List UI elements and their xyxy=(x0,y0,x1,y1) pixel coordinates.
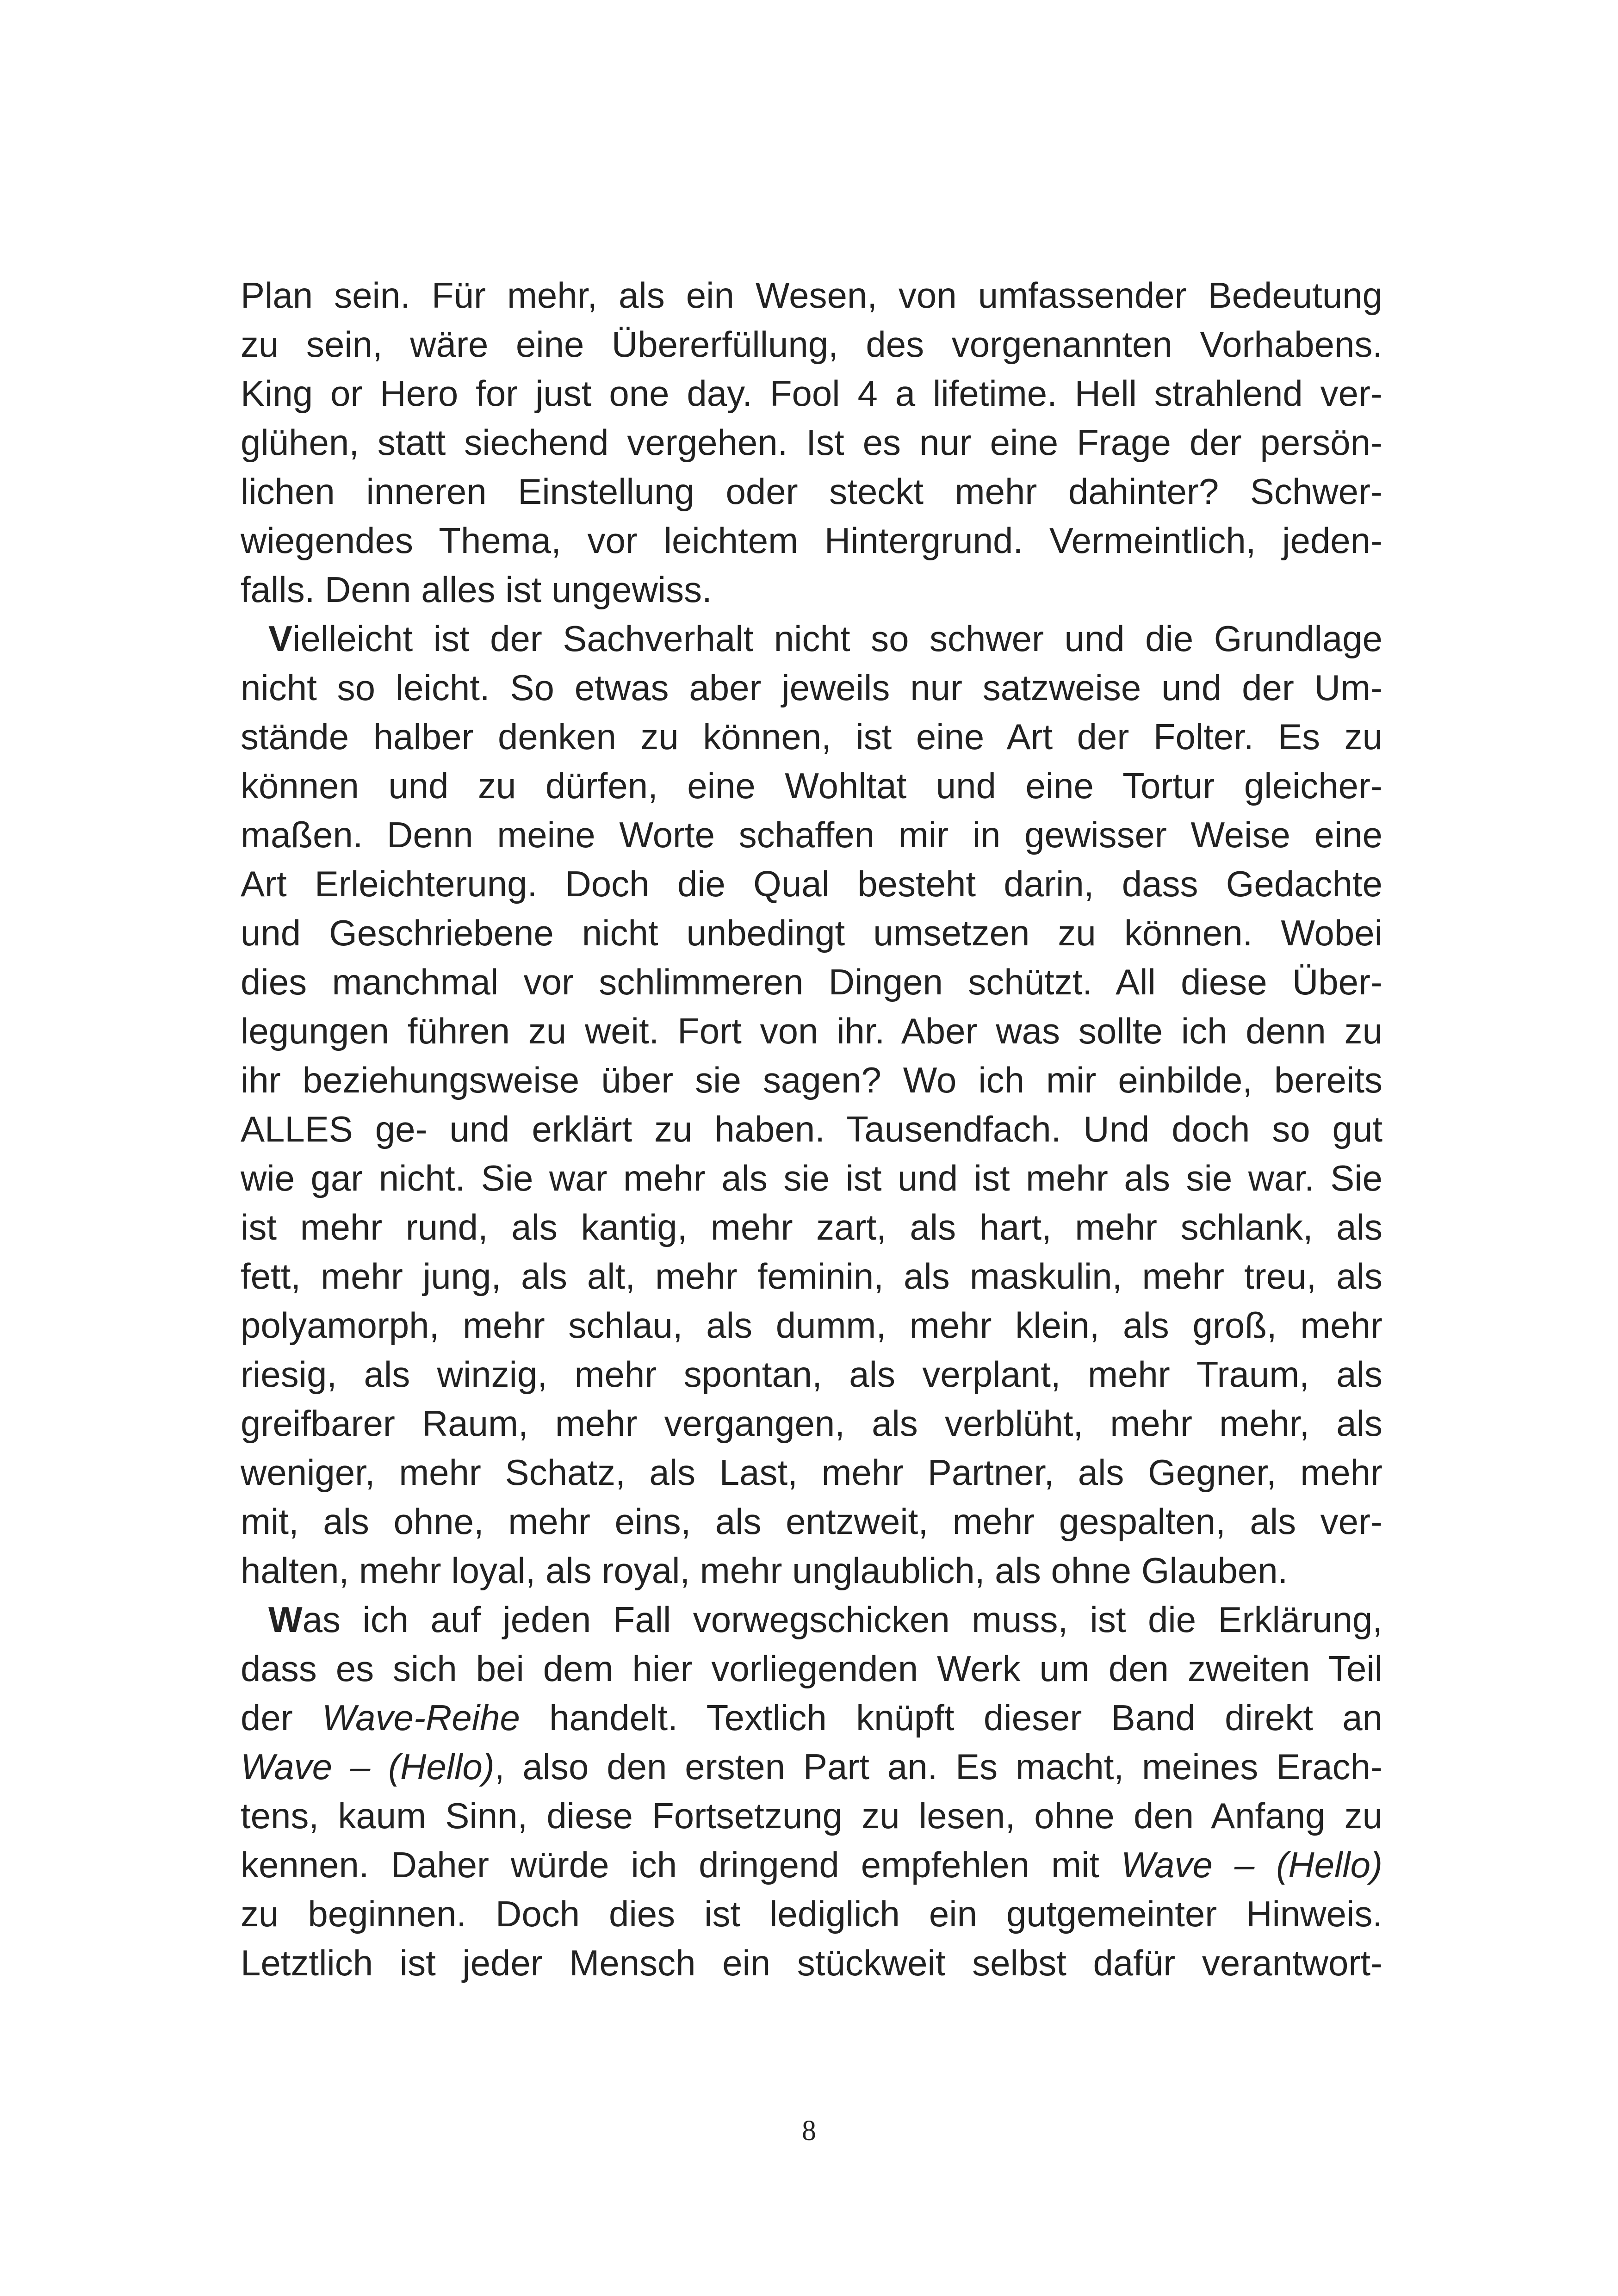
text-line: dass es sich bei dem hier vorliegenden Werk um den zweiten Teil xyxy=(241,1648,1382,1689)
text-line: Letztlich ist jeder Mensch ein stückweit selbst dafür verantwort- xyxy=(241,1942,1382,1983)
text-line: polyamorph, mehr schlau, als dumm, mehr klein, als groß, mehr xyxy=(241,1305,1382,1346)
text-line: fett, mehr jung, als alt, mehr feminin, als maskulin, mehr treu, als xyxy=(241,1256,1382,1297)
text-run: der xyxy=(241,1697,322,1738)
text-line: Art Erleichterung. Doch die Qual besteht darin, dass Gedachte xyxy=(241,863,1382,904)
text-line: falls. Denn alles ist ungewiss. xyxy=(241,569,712,610)
text-line: ihr beziehungsweise über sie sagen? Wo ich mir einbilde, bereits xyxy=(241,1060,1382,1100)
text-line xyxy=(241,614,1382,663)
book-title: Wave – (Hello) xyxy=(1121,1844,1382,1885)
text-line xyxy=(241,1693,1382,1742)
text-line: dies manchmal vor schlimmeren Dingen schützt. All diese Über- xyxy=(241,962,1382,1002)
text-run: ielleicht ist der Sachverhalt nicht so schwer und die Grundlage xyxy=(292,618,1382,659)
paragraph-2 xyxy=(241,614,1382,1595)
text-line: ist mehr rund, als kantig, mehr zart, als hart, mehr schlank, als xyxy=(241,1207,1382,1247)
series-title: Wave-Reihe xyxy=(322,1697,520,1738)
text-run: , also den ersten Part an. Es macht, meines Erach- xyxy=(494,1746,1383,1787)
text-line xyxy=(241,1742,1382,1791)
text-line: glühen, statt siechend vergehen. Ist es nur eine Frage der persön- xyxy=(241,422,1382,463)
text-line: greifbarer Raum, mehr vergangen, als verblüht, mehr mehr, als xyxy=(241,1403,1382,1444)
book-title: Wave – (Hello) xyxy=(241,1746,495,1787)
text-run: kennen. Daher würde ich dringend empfehlen mit xyxy=(241,1844,1121,1885)
text-line xyxy=(241,1840,1382,1889)
paragraph-1 xyxy=(241,271,1382,614)
text-line: wiegendes Thema, vor leichtem Hintergrund. Vermeintlich, jeden- xyxy=(241,520,1382,561)
text-line: stände halber denken zu können, ist eine Art der Folter. Es zu xyxy=(241,716,1382,757)
page-number: 8 xyxy=(802,2115,816,2147)
body-text xyxy=(241,271,1382,1987)
text-line: ALLES ge- und erklärt zu haben. Tausendfach. Und doch so gut xyxy=(241,1109,1382,1149)
paragraph-3 xyxy=(241,1595,1382,1987)
text-line xyxy=(241,1595,1382,1644)
text-line: tens, kaum Sinn, diese Fortsetzung zu lesen, ohne den Anfang zu xyxy=(241,1795,1382,1836)
text-line: zu sein, wäre eine Übererfüllung, des vorgenannten Vorhabens. xyxy=(241,324,1382,365)
text-line: nicht so leicht. So etwas aber jeweils nur satzweise und der Um- xyxy=(241,667,1382,708)
text-line: King or Hero for just one day. Fool 4 a lifetime. Hell strahlend ver- xyxy=(241,373,1382,414)
text-line: mit, als ohne, mehr eins, als entzweit, mehr gespalten, als ver- xyxy=(241,1501,1382,1542)
text-run: as ich auf jeden Fall vorwegschicken muss, ist die Erklärung, xyxy=(302,1599,1382,1640)
text-line: wie gar nicht. Sie war mehr als sie ist und ist mehr als sie war. Sie xyxy=(241,1158,1382,1198)
drop-initial: W xyxy=(268,1599,303,1640)
text-line: maßen. Denn meine Worte schaffen mir in gewisser Weise eine xyxy=(241,814,1382,855)
text-line: können und zu dürfen, eine Wohltat und eine Tortur gleicher- xyxy=(241,765,1382,806)
text-line: weniger, mehr Schatz, als Last, mehr Partner, als Gegner, mehr xyxy=(241,1452,1382,1493)
drop-initial: V xyxy=(268,618,293,659)
text-line: und Geschriebene nicht unbedingt umsetzen zu können. Wobei xyxy=(241,912,1382,953)
text-line: halten, mehr loyal, als royal, mehr unglaublich, als ohne Glauben. xyxy=(241,1550,1288,1591)
text-line: legungen führen zu weit. Fort von ihr. Aber was sollte ich denn zu xyxy=(241,1011,1382,1051)
text-line: Plan sein. Für mehr, als ein Wesen, von umfassender Bedeutung xyxy=(241,275,1382,316)
text-run: handelt. Textlich knüpft dieser Band direkt an xyxy=(520,1697,1383,1738)
text-line: lichen inneren Einstellung oder steckt mehr dahinter? Schwer- xyxy=(241,471,1382,512)
text-line: zu beginnen. Doch dies ist lediglich ein gutgemeinter Hinweis. xyxy=(241,1893,1382,1934)
text-line: riesig, als winzig, mehr spontan, als verplant, mehr Traum, als xyxy=(241,1354,1382,1395)
